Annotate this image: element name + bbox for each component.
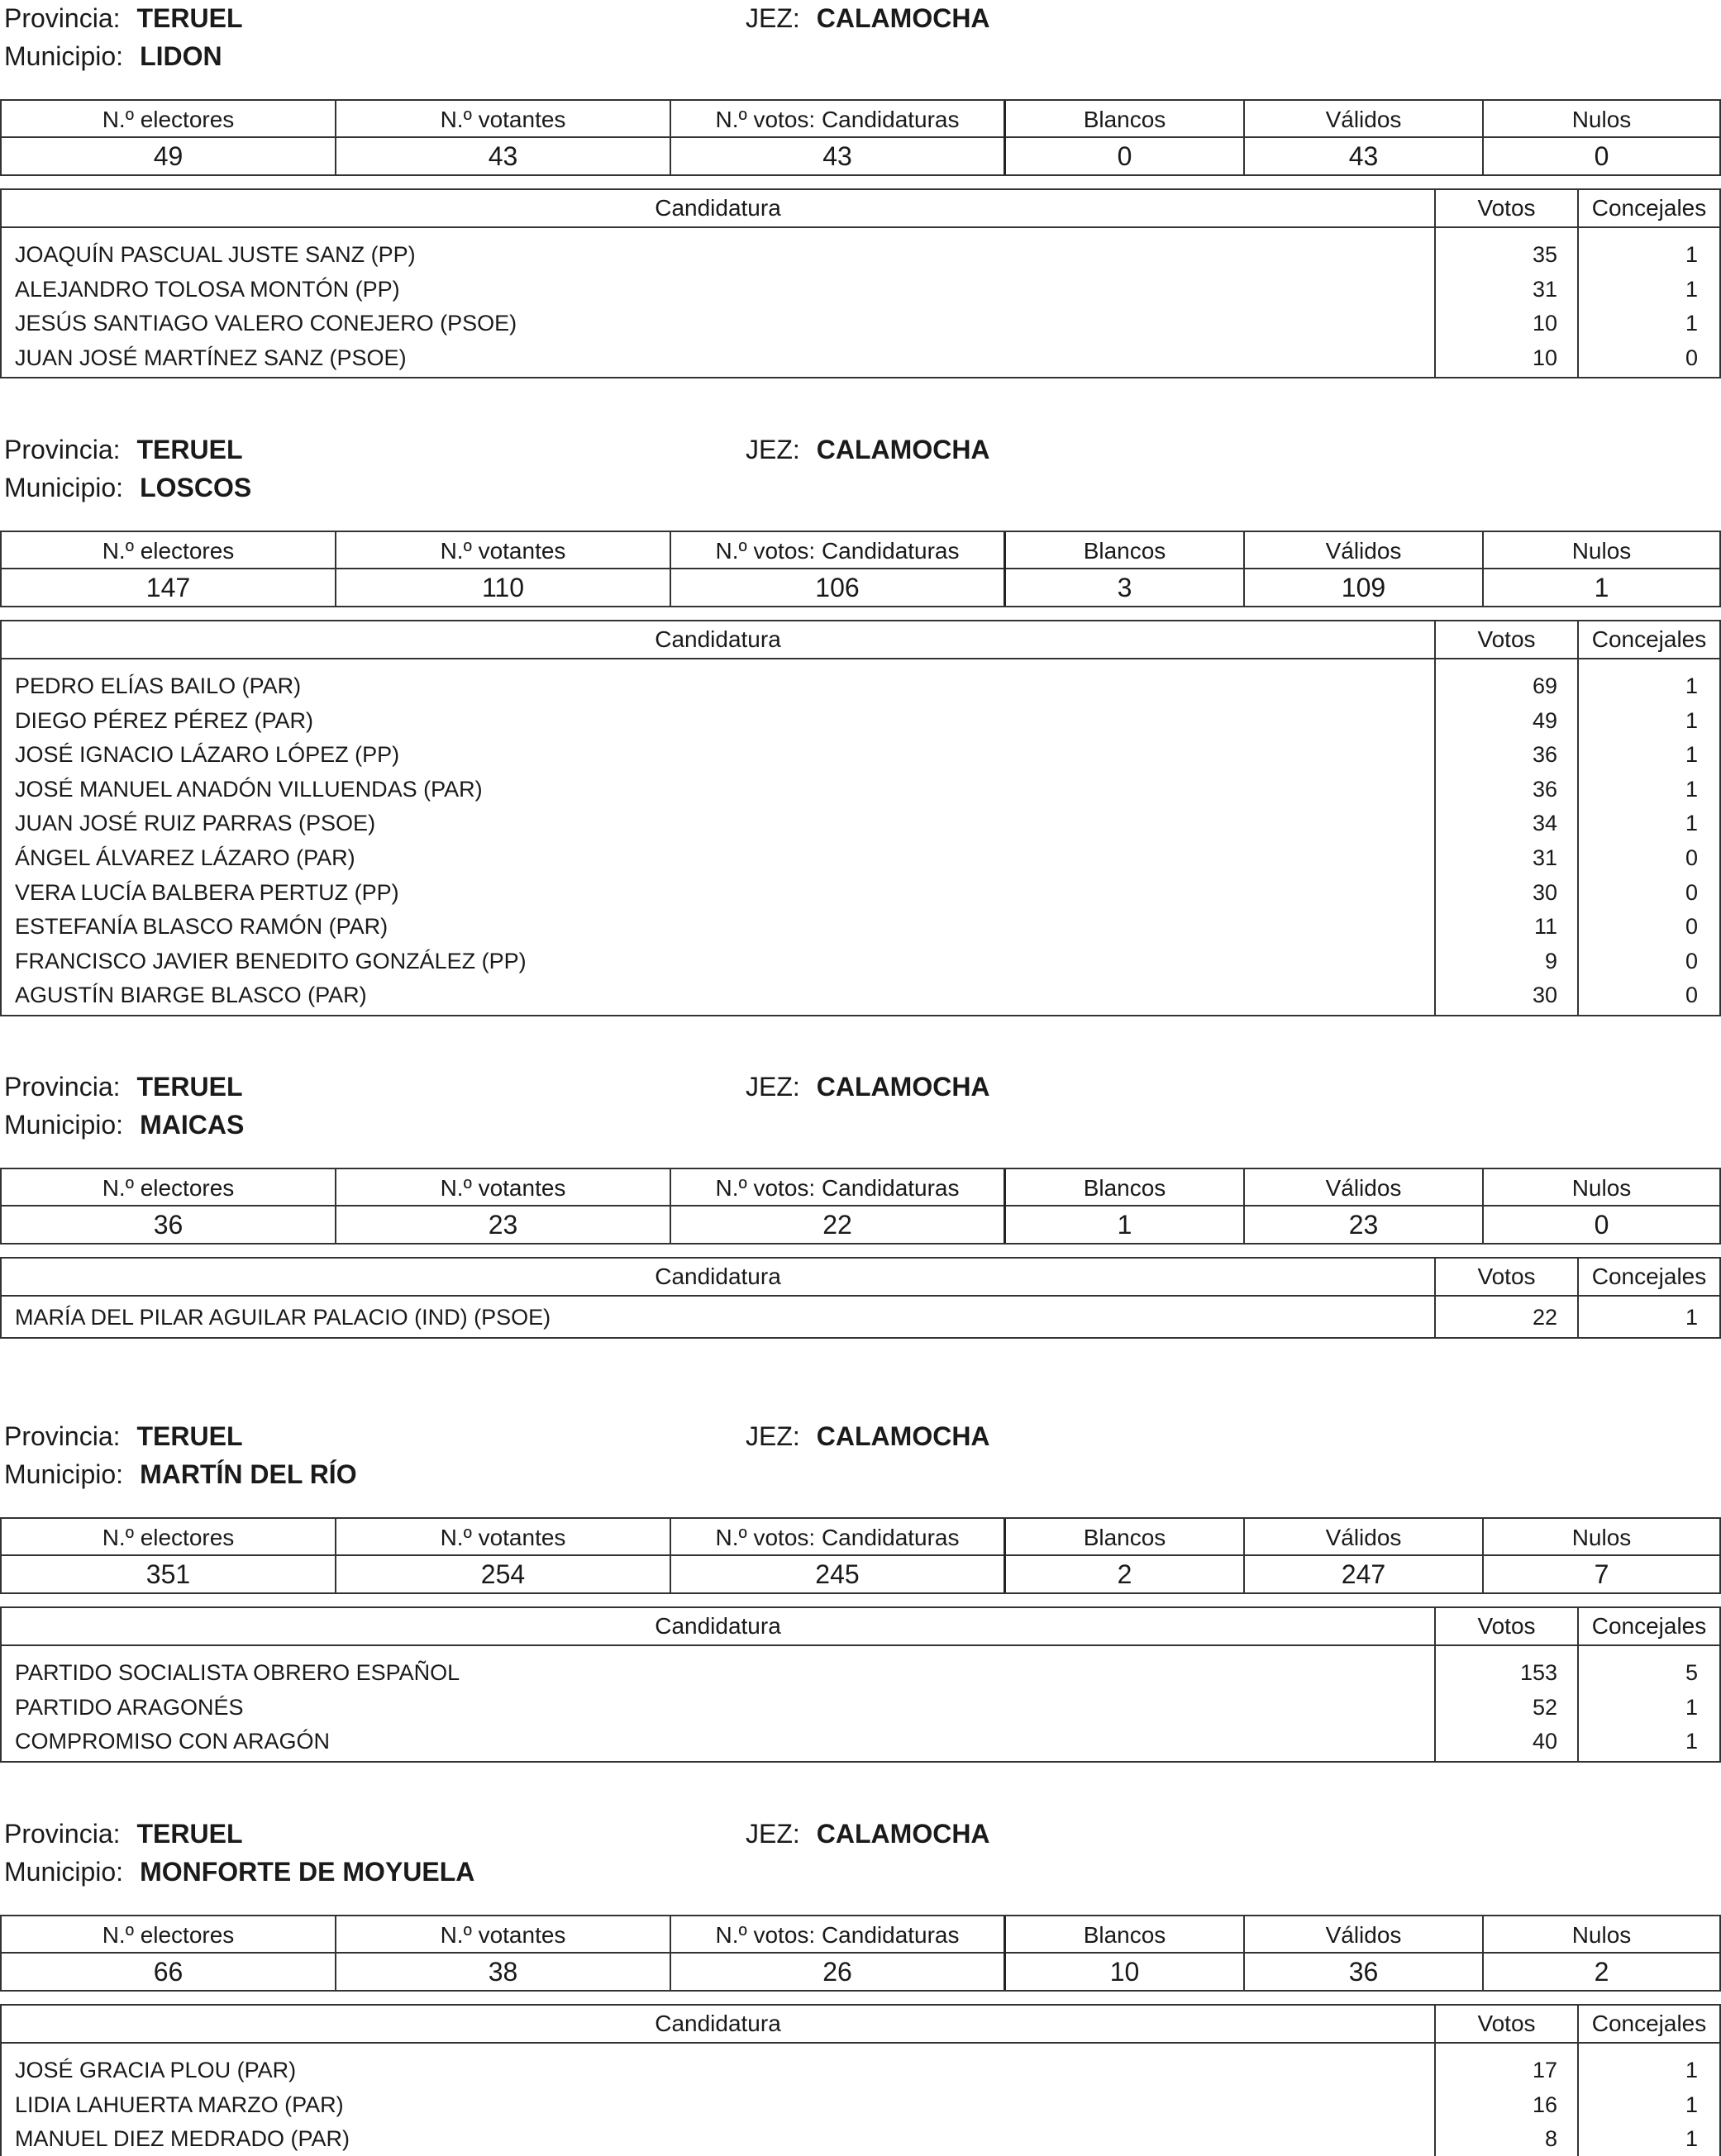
stats-value-electores: 351 <box>145 1559 191 1589</box>
stats-value-blancos: 2 <box>1117 1559 1132 1589</box>
candidate-votos: 10 <box>1532 345 1557 370</box>
candidate-names-column <box>2 228 1436 377</box>
stats-header-blancos: Blancos <box>1006 1916 1243 1954</box>
municipio-label: Municipio: <box>4 1857 124 1887</box>
header-votos: Votos <box>1436 2006 1579 2042</box>
provincia-label: Provincia: <box>4 3 121 33</box>
header-candidatura: Candidatura <box>2 1608 1436 1644</box>
stats-col-blancos <box>1006 101 1245 174</box>
stats-value-nulos: 7 <box>1594 1559 1609 1589</box>
municipio-line <box>4 473 251 502</box>
header-concejales: Concejales <box>1591 1613 1707 1639</box>
stats-col-candidaturas <box>671 101 1006 174</box>
candidate-votos: 34 <box>1532 811 1557 836</box>
jez-label: JEZ: <box>746 1819 800 1849</box>
stats-value-validos: 23 <box>1348 1210 1379 1240</box>
provincia-line <box>4 435 243 464</box>
candidate-name: PEDRO ELÍAS BAILO (PAR) <box>15 673 302 698</box>
stats-header-votantes: N.º votantes <box>336 532 670 569</box>
candidate-name: ÁNGEL ÁLVAREZ LÁZARO (PAR) <box>15 845 355 870</box>
candidate-concejales-column <box>1579 659 1719 1015</box>
jez-line <box>746 1819 990 1849</box>
candidate-votes-column <box>1436 659 1579 1015</box>
municipio-value: MAICAS <box>140 1110 245 1140</box>
candidates-table <box>0 188 1721 378</box>
candidates-header <box>2 190 1719 228</box>
stats-col-votantes <box>336 1169 671 1243</box>
stats-col-electores <box>2 1916 336 1990</box>
candidate-name: AGUSTÍN BIARGE BLASCO (PAR) <box>15 983 367 1008</box>
candidate-names-column <box>2 1646 1436 1761</box>
candidate-concejales: 1 <box>1685 707 1698 733</box>
candidate-votos: 17 <box>1532 2058 1557 2082</box>
stats-col-nulos <box>1484 1519 1719 1592</box>
candidate-concejales-column <box>1579 1646 1719 1761</box>
candidate-concejales: 0 <box>1685 345 1698 370</box>
stats-value-candidaturas: 43 <box>822 141 852 171</box>
candidate-concejales-column <box>1579 2044 1719 2156</box>
candidate-name: FRANCISCO JAVIER BENEDITO GONZÁLEZ (PP) <box>15 948 527 973</box>
stats-value-votantes: 254 <box>480 1559 526 1589</box>
provincia-value: TERUEL <box>136 1421 243 1451</box>
header-concejales: Concejales <box>1591 2011 1707 2036</box>
candidates-header <box>2 1608 1719 1646</box>
candidate-concejales: 5 <box>1685 1660 1698 1685</box>
stats-col-candidaturas <box>671 1519 1006 1592</box>
stats-value-votantes: 110 <box>481 573 524 602</box>
candidate-votos: 16 <box>1532 2092 1557 2117</box>
header-votos: Votos <box>1436 1259 1579 1295</box>
stats-value-electores: 49 <box>153 141 184 171</box>
candidate-votes-column <box>1436 2044 1579 2156</box>
provincia-value: TERUEL <box>136 1072 243 1102</box>
stats-col-nulos <box>1484 532 1719 606</box>
candidate-name: JOAQUÍN PASCUAL JUSTE SANZ (PP) <box>15 242 416 267</box>
candidates-header <box>2 2006 1719 2044</box>
candidate-votos: 36 <box>1532 776 1557 802</box>
provincia-line <box>4 1421 243 1451</box>
candidate-votos: 153 <box>1519 1660 1557 1685</box>
stats-value-blancos: 0 <box>1117 141 1132 171</box>
candidates-table <box>0 1257 1721 1339</box>
candidate-votes-column <box>1436 1297 1579 1337</box>
municipio-line <box>4 41 222 71</box>
stats-header-candidaturas: N.º votos: Candidaturas <box>671 1519 1004 1556</box>
jez-value: CALAMOCHA <box>816 1421 990 1451</box>
stats-col-electores <box>2 532 336 606</box>
candidate-name: JOSÉ IGNACIO LÁZARO LÓPEZ (PP) <box>15 742 400 768</box>
stats-col-electores <box>2 1169 336 1243</box>
jez-value: CALAMOCHA <box>816 3 990 33</box>
stats-header-candidaturas: N.º votos: Candidaturas <box>671 101 1004 138</box>
candidate-name: COMPROMISO CON ARAGÓN <box>15 1729 331 1754</box>
provincia-label: Provincia: <box>4 1072 121 1102</box>
candidate-votos: 36 <box>1532 742 1557 768</box>
stats-col-nulos <box>1484 1169 1719 1243</box>
candidate-votos: 31 <box>1532 276 1557 302</box>
candidate-concejales: 1 <box>1685 2058 1698 2082</box>
stats-header-blancos: Blancos <box>1006 1169 1243 1207</box>
stats-value-candidaturas: 26 <box>822 1957 852 1987</box>
candidate-concejales: 0 <box>1685 983 1698 1008</box>
candidate-name: JOSÉ MANUEL ANADÓN VILLUENDAS (PAR) <box>15 776 483 802</box>
stats-col-validos <box>1245 532 1484 606</box>
stats-value-candidaturas: 106 <box>815 573 860 602</box>
jez-label: JEZ: <box>746 435 800 464</box>
candidate-concejales: 1 <box>1685 276 1698 302</box>
candidate-name: MARÍA DEL PILAR AGUILAR PALACIO (IND) (PSOE) <box>15 1305 551 1330</box>
candidate-votos: 9 <box>1544 948 1557 973</box>
stats-col-votantes <box>336 1519 671 1592</box>
stats-value-electores: 147 <box>145 573 191 602</box>
stats-col-blancos <box>1006 532 1245 606</box>
candidate-concejales: 1 <box>1685 311 1698 336</box>
provincia-line <box>4 1072 243 1102</box>
candidate-concejales-column <box>1579 228 1719 377</box>
candidate-votos: 35 <box>1532 242 1557 267</box>
municipio-value: MARTÍN DEL RÍO <box>140 1459 357 1489</box>
provincia-value: TERUEL <box>136 435 243 464</box>
stats-value-electores: 66 <box>153 1957 184 1987</box>
municipio-label: Municipio: <box>4 1110 124 1140</box>
provincia-label: Provincia: <box>4 435 121 464</box>
stats-col-blancos <box>1006 1519 1245 1592</box>
stats-col-blancos <box>1006 1169 1245 1243</box>
stats-table <box>0 531 1721 607</box>
stats-header-validos: Válidos <box>1245 532 1482 569</box>
candidate-concejales: 0 <box>1685 879 1698 905</box>
stats-header-nulos: Nulos <box>1484 1169 1719 1207</box>
stats-header-votantes: N.º votantes <box>336 1519 670 1556</box>
candidate-name: ALEJANDRO TOLOSA MONTÓN (PP) <box>15 276 400 302</box>
stats-header-votantes: N.º votantes <box>336 1169 670 1207</box>
candidate-concejales: 0 <box>1685 845 1698 870</box>
stats-value-blancos: 3 <box>1117 573 1132 602</box>
header-votos: Votos <box>1436 621 1579 658</box>
candidate-concejales: 1 <box>1685 2126 1698 2152</box>
stats-value-votantes: 38 <box>488 1957 518 1987</box>
provincia-line <box>4 3 243 33</box>
candidate-concejales-column <box>1579 1297 1719 1337</box>
header-candidatura: Candidatura <box>2 2006 1436 2042</box>
provincia-label: Provincia: <box>4 1819 121 1849</box>
stats-col-candidaturas <box>671 1169 1006 1243</box>
stats-value-validos: 109 <box>1341 573 1386 602</box>
stats-header-nulos: Nulos <box>1484 1916 1719 1954</box>
candidate-concejales: 1 <box>1685 242 1698 267</box>
candidate-name: MANUEL DIEZ MEDRADO (PAR) <box>15 2126 350 2152</box>
candidate-votos: 8 <box>1544 2126 1557 2152</box>
header-candidatura: Candidatura <box>2 1259 1436 1295</box>
header-candidatura: Candidatura <box>2 190 1436 226</box>
stats-header-validos: Válidos <box>1245 1169 1482 1207</box>
stats-value-nulos: 2 <box>1594 1957 1609 1987</box>
jez-label: JEZ: <box>746 1072 800 1102</box>
candidates-header <box>2 1259 1719 1297</box>
candidate-concejales: 1 <box>1685 2092 1698 2117</box>
stats-table <box>0 1915 1721 1992</box>
candidate-names-column <box>2 1297 1436 1337</box>
header-concejales: Concejales <box>1591 1264 1707 1289</box>
candidate-names-column <box>2 2044 1436 2156</box>
stats-header-validos: Válidos <box>1245 101 1482 138</box>
jez-line <box>746 1072 990 1102</box>
stats-value-nulos: 0 <box>1594 141 1609 171</box>
candidate-votos: 52 <box>1532 1694 1557 1720</box>
candidate-concejales: 1 <box>1685 742 1698 768</box>
stats-table <box>0 99 1721 176</box>
candidate-votos: 10 <box>1532 311 1557 336</box>
stats-header-blancos: Blancos <box>1006 1519 1243 1556</box>
jez-value: CALAMOCHA <box>816 1819 990 1849</box>
stats-header-electores: N.º electores <box>2 101 335 138</box>
stats-header-validos: Válidos <box>1245 1519 1482 1556</box>
candidate-votos: 11 <box>1533 914 1557 940</box>
stats-col-nulos <box>1484 101 1719 174</box>
jez-value: CALAMOCHA <box>816 1072 990 1102</box>
header-concejales: Concejales <box>1591 195 1707 221</box>
stats-col-validos <box>1245 101 1484 174</box>
stats-col-candidaturas <box>671 1916 1006 1990</box>
stats-header-candidaturas: N.º votos: Candidaturas <box>671 532 1004 569</box>
candidate-votos: 31 <box>1532 845 1557 870</box>
candidate-name: PARTIDO SOCIALISTA OBRERO ESPAÑOL <box>15 1660 460 1685</box>
stats-value-validos: 36 <box>1348 1957 1379 1987</box>
stats-header-votantes: N.º votantes <box>336 101 670 138</box>
candidate-concejales: 1 <box>1685 1694 1698 1720</box>
candidate-concejales: 0 <box>1685 948 1698 973</box>
candidate-concejales: 1 <box>1685 673 1698 698</box>
stats-value-blancos: 1 <box>1117 1210 1132 1240</box>
stats-header-validos: Válidos <box>1245 1916 1482 1954</box>
stats-col-electores <box>2 101 336 174</box>
stats-value-candidaturas: 245 <box>815 1559 860 1589</box>
header-concejales: Concejales <box>1591 626 1707 652</box>
header-votos: Votos <box>1436 1608 1579 1644</box>
candidate-votos: 30 <box>1532 879 1557 905</box>
candidates-body <box>2 228 1719 377</box>
stats-value-candidaturas: 22 <box>822 1210 852 1240</box>
provincia-value: TERUEL <box>136 3 243 33</box>
header-candidatura: Candidatura <box>2 621 1436 658</box>
stats-col-votantes <box>336 1916 671 1990</box>
provincia-line <box>4 1819 243 1849</box>
candidate-votos: 30 <box>1532 983 1557 1008</box>
stats-value-electores: 36 <box>153 1210 184 1240</box>
candidate-name: JOSÉ GRACIA PLOU (PAR) <box>15 2058 297 2082</box>
stats-value-nulos: 1 <box>1594 573 1609 602</box>
candidate-name: PARTIDO ARAGONÉS <box>15 1694 244 1720</box>
municipio-label: Municipio: <box>4 41 124 71</box>
candidates-table <box>0 2004 1721 2156</box>
stats-header-electores: N.º electores <box>2 1169 335 1207</box>
candidates-header <box>2 621 1719 659</box>
provincia-label: Provincia: <box>4 1421 121 1451</box>
candidate-concejales: 1 <box>1685 811 1698 836</box>
jez-label: JEZ: <box>746 3 800 33</box>
stats-value-votantes: 23 <box>488 1210 518 1240</box>
candidate-name: JUAN JOSÉ RUIZ PARRAS (PSOE) <box>15 811 376 836</box>
candidate-name: LIDIA LAHUERTA MARZO (PAR) <box>15 2092 344 2117</box>
header-votos: Votos <box>1436 190 1579 226</box>
candidate-votos: 49 <box>1532 707 1557 733</box>
candidate-votes-column <box>1436 1646 1579 1761</box>
candidate-name: VERA LUCÍA BALBERA PERTUZ (PP) <box>15 879 399 905</box>
municipio-value: MONFORTE DE MOYUELA <box>140 1857 475 1887</box>
candidate-votes-column <box>1436 228 1579 377</box>
candidate-votos: 69 <box>1532 673 1557 698</box>
candidate-name: JESÚS SANTIAGO VALERO CONEJERO (PSOE) <box>15 311 517 336</box>
jez-line <box>746 1421 990 1451</box>
stats-value-validos: 247 <box>1341 1559 1386 1589</box>
candidate-name: JUAN JOSÉ MARTÍNEZ SANZ (PSOE) <box>15 345 407 370</box>
candidate-votos: 22 <box>1532 1305 1557 1330</box>
municipio-line <box>4 1459 357 1489</box>
candidate-names-column <box>2 659 1436 1015</box>
stats-table <box>0 1517 1721 1594</box>
stats-col-nulos <box>1484 1916 1719 1990</box>
candidates-table <box>0 1606 1721 1763</box>
stats-col-validos <box>1245 1916 1484 1990</box>
candidate-name: DIEGO PÉREZ PÉREZ (PAR) <box>15 707 314 733</box>
stats-col-votantes <box>336 101 671 174</box>
candidates-body <box>2 2044 1719 2156</box>
stats-header-electores: N.º electores <box>2 1519 335 1556</box>
stats-col-votantes <box>336 532 671 606</box>
stats-header-blancos: Blancos <box>1006 101 1243 138</box>
stats-col-electores <box>2 1519 336 1592</box>
stats-header-blancos: Blancos <box>1006 532 1243 569</box>
stats-col-candidaturas <box>671 532 1006 606</box>
municipio-value: LIDON <box>140 41 222 71</box>
municipio-line <box>4 1857 474 1887</box>
candidates-body <box>2 1646 1719 1761</box>
candidates-table <box>0 620 1721 1016</box>
candidate-name: ESTEFANÍA BLASCO RAMÓN (PAR) <box>15 914 389 940</box>
stats-header-nulos: Nulos <box>1484 101 1719 138</box>
stats-header-votantes: N.º votantes <box>336 1916 670 1954</box>
stats-value-validos: 43 <box>1348 141 1379 171</box>
municipio-label: Municipio: <box>4 473 124 502</box>
stats-header-nulos: Nulos <box>1484 1519 1719 1556</box>
candidate-concejales: 0 <box>1685 914 1698 940</box>
candidates-body <box>2 1297 1719 1337</box>
stats-header-candidaturas: N.º votos: Candidaturas <box>671 1916 1004 1954</box>
candidate-concejales: 1 <box>1685 1305 1698 1330</box>
jez-label: JEZ: <box>746 1421 800 1451</box>
stats-col-validos <box>1245 1519 1484 1592</box>
stats-col-validos <box>1245 1169 1484 1243</box>
municipio-value: LOSCOS <box>140 473 252 502</box>
stats-value-nulos: 0 <box>1594 1210 1609 1240</box>
municipio-label: Municipio: <box>4 1459 124 1489</box>
stats-header-candidaturas: N.º votos: Candidaturas <box>671 1169 1004 1207</box>
stats-col-blancos <box>1006 1916 1245 1990</box>
jez-line <box>746 435 990 464</box>
stats-value-blancos: 10 <box>1109 1957 1140 1987</box>
municipio-line <box>4 1110 244 1140</box>
candidate-concejales: 1 <box>1685 1729 1698 1754</box>
stats-header-electores: N.º electores <box>2 1916 335 1954</box>
stats-header-electores: N.º electores <box>2 532 335 569</box>
jez-line <box>746 3 990 33</box>
provincia-value: TERUEL <box>136 1819 243 1849</box>
candidates-body <box>2 659 1719 1015</box>
stats-header-nulos: Nulos <box>1484 532 1719 569</box>
candidate-concejales: 1 <box>1685 776 1698 802</box>
jez-value: CALAMOCHA <box>816 435 990 464</box>
stats-value-votantes: 43 <box>488 141 518 171</box>
candidate-votos: 40 <box>1532 1729 1557 1754</box>
stats-table <box>0 1168 1721 1245</box>
